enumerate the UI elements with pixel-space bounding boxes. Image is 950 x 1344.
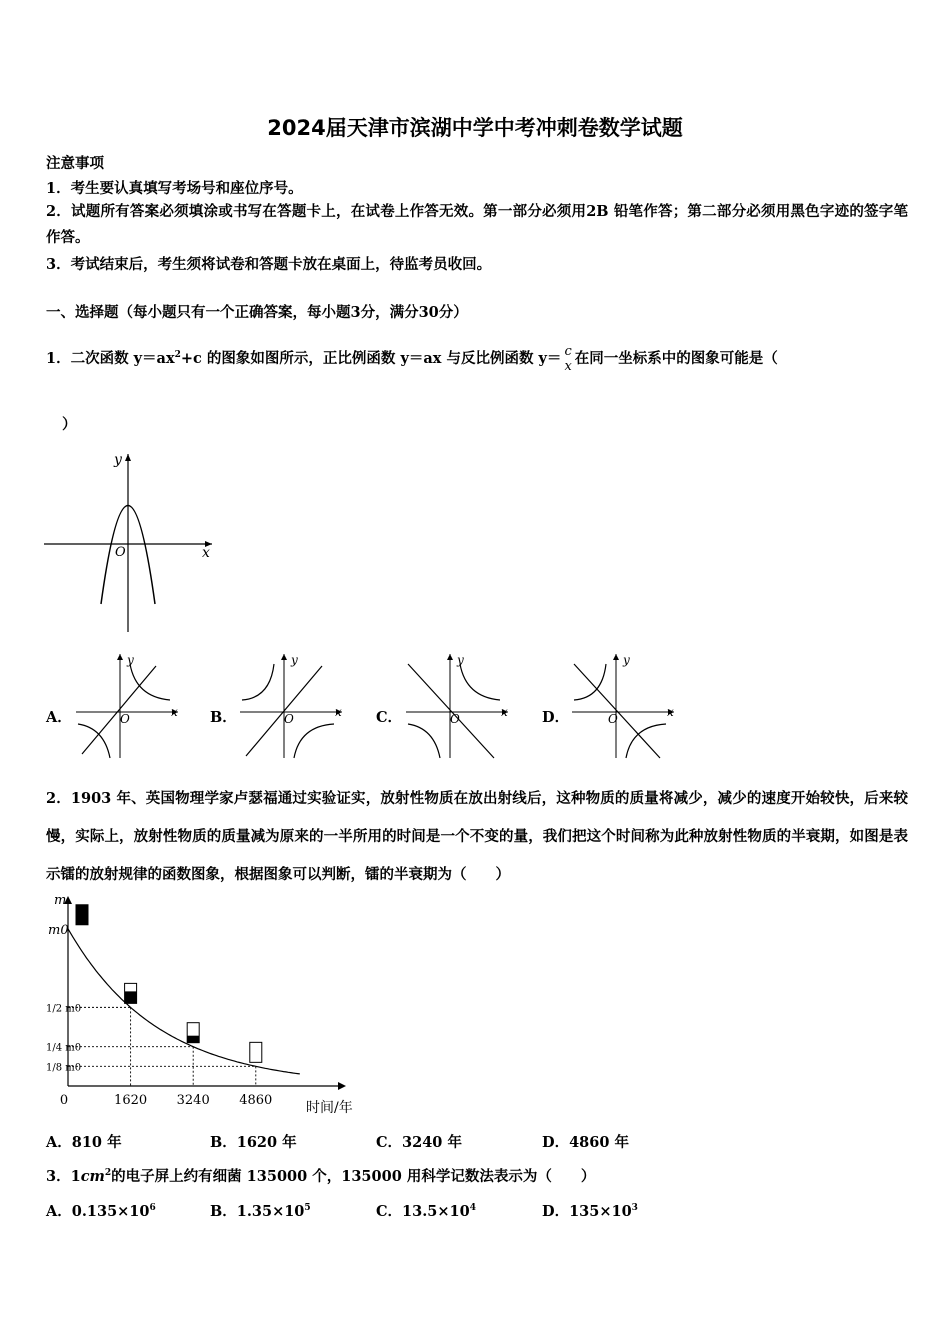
q1-option-d-graph [570, 652, 680, 760]
q1-option-d-label: D． [542, 709, 570, 726]
y-axis-arrow [613, 654, 619, 660]
q1-close-paren: ） [62, 416, 77, 433]
q3-option-b [210, 1200, 311, 1221]
q1-text-pre: 1．二次函数 y＝ax [46, 350, 175, 367]
question-2-stem: 2．1903 年、英国物理学家卢瑟福通过实验证实，放射性物质在放出射线后，这种物质的质量将减少，减少的速度开始较快，后来较慢，实际上，放射性物质的质量减为原来的一半所用的时间是一个不变的量，我们把这个时间称为此种放射性物质的半衰期，如图是表示镭的放射规律的函数图象，根据图象可以判断，镭的半衰期为（ ） [46, 790, 908, 883]
q1-text-mid: +c 的图象如图所示，正比例函数 y＝ax 与反比例函数 y＝ [180, 350, 562, 367]
q1-fraction-den: x [564, 359, 572, 374]
y-axis-label: m [54, 893, 67, 908]
chart-axes [54, 893, 353, 1116]
q3-text-pre: 3．1 [46, 1168, 81, 1185]
y-axis-label: y [114, 452, 122, 468]
q1-option-a-label: A． [46, 709, 72, 726]
origin-label: O [608, 712, 618, 726]
q1-option-a-graph [74, 652, 184, 760]
hyperbola-branch-2 [408, 724, 440, 758]
x-tick-label-1: 1620 [114, 1093, 148, 1108]
y-axis-label: y [623, 653, 630, 667]
x-tick-label-0: 0 [59, 1093, 69, 1108]
q1-exponent: 2 [174, 350, 181, 361]
hyperbola-branch-2 [294, 724, 334, 758]
q2-option-c: C．3240 年 [376, 1134, 462, 1151]
y-axis-arrow [281, 654, 287, 660]
q1-fraction-num: c [564, 344, 572, 359]
notice-heading: 注意事项 [46, 155, 104, 172]
y-axis-arrow [117, 654, 123, 660]
hyperbola-branch-1 [130, 664, 170, 700]
question-1-stem [46, 344, 778, 374]
q1-option-b-graph [238, 652, 348, 760]
y-tick-label-1: 1/2 m0 [46, 1003, 82, 1015]
q3-unit-exponent: 2 [104, 1168, 112, 1179]
x-axis-label: x [202, 545, 210, 561]
q1-parabola-figure [44, 452, 216, 634]
notice-item-1: 1．考生要认真填写考场号和座位序号。 [46, 180, 303, 197]
radium-decay-chart [44, 890, 374, 1120]
y-axis-label: y [291, 653, 298, 667]
x-tick-label-3: 4860 [239, 1093, 273, 1108]
x-axis-label: 时间/年 [306, 1100, 353, 1116]
y-axis-label: y [127, 653, 134, 667]
question-3-stem [46, 1165, 595, 1186]
q3-option-a-exp: 6 [149, 1203, 156, 1214]
x-axis-label: x [501, 705, 508, 719]
proportional-line [408, 664, 494, 758]
q2-option-b: B．1620 年 [210, 1134, 297, 1151]
q3-option-b-text: B．1.35×10 [210, 1203, 305, 1220]
origin-label: O [450, 712, 460, 726]
section-heading: 一、选择题（每小题只有一个正确答案，每小题3分，满分30分） [46, 304, 468, 321]
y-axis-arrow [447, 654, 453, 660]
q2-option-d: D．4860 年 [542, 1134, 629, 1151]
origin-label: O [120, 712, 130, 726]
q3-option-a-text: A．0.135×10 [46, 1203, 150, 1220]
page-title: 2024届天津市滨湖中学中考冲刺卷数学试题 [267, 116, 683, 140]
q1-option-c-graph [404, 652, 514, 760]
proportional-line [574, 664, 660, 758]
sample-box-3 [250, 1042, 262, 1062]
sample-fill-2 [187, 1036, 199, 1043]
notice-item-3: 3．考试结束后，考生须将试卷和答题卡放在桌面上，待监考员收回。 [46, 256, 492, 273]
x-tick-label-2: 3240 [176, 1093, 210, 1108]
y-axis-label: y [457, 653, 464, 667]
q3-option-c [376, 1200, 476, 1221]
q2-option-a: A．810 年 [46, 1134, 122, 1151]
x-axis-label: x [667, 705, 674, 719]
q1-text-post: 在同一坐标系中的图象可能是（ [574, 350, 778, 367]
q3-option-d-text: D．135×10 [542, 1203, 632, 1220]
origin-label: O [115, 545, 126, 560]
q3-option-d-exp: 3 [631, 1203, 638, 1214]
hyperbola-branch-1 [460, 664, 500, 700]
x-axis-label: x [335, 705, 342, 719]
y-tick-label-2: 1/4 m0 [46, 1042, 82, 1054]
sample-fill-0 [76, 905, 88, 925]
q3-option-b-exp: 5 [304, 1203, 311, 1214]
x-axis-label: x [171, 705, 178, 719]
q1-fraction [564, 344, 571, 374]
notice-item-2: 2．试题所有答案必须填涂或书写在答题卡上，在试卷上作答无效。第一部分必须用2B 铅笔作答；第二部分必须用黑色字迹的签字笔作答。 [46, 203, 908, 246]
q3-text-post: 的电子屏上约有细菌 135000 个，135000 用科学记数法表示为（ ） [111, 1168, 596, 1185]
x-axis-arrow [338, 1082, 346, 1090]
q1-option-c-label: C． [376, 709, 403, 726]
decay-curve [68, 929, 300, 1074]
q3-option-c-text: C．13.5×10 [376, 1203, 470, 1220]
y-tick-label-0: m0 [48, 922, 69, 938]
hyperbola-branch-1 [242, 664, 274, 700]
y-tick-label-3: 1/8 m0 [46, 1062, 82, 1074]
proportional-line [82, 666, 156, 754]
q1-option-b-label: B． [210, 709, 237, 726]
q3-option-c-exp: 4 [469, 1203, 476, 1214]
hyperbola-branch-2 [626, 724, 666, 758]
origin-label: O [284, 712, 294, 726]
q3-unit: cm [80, 1168, 105, 1185]
y-axis-arrow [125, 454, 131, 461]
sample-fill-1 [125, 991, 137, 1003]
q3-option-a [46, 1200, 156, 1221]
q3-option-d [542, 1200, 638, 1221]
